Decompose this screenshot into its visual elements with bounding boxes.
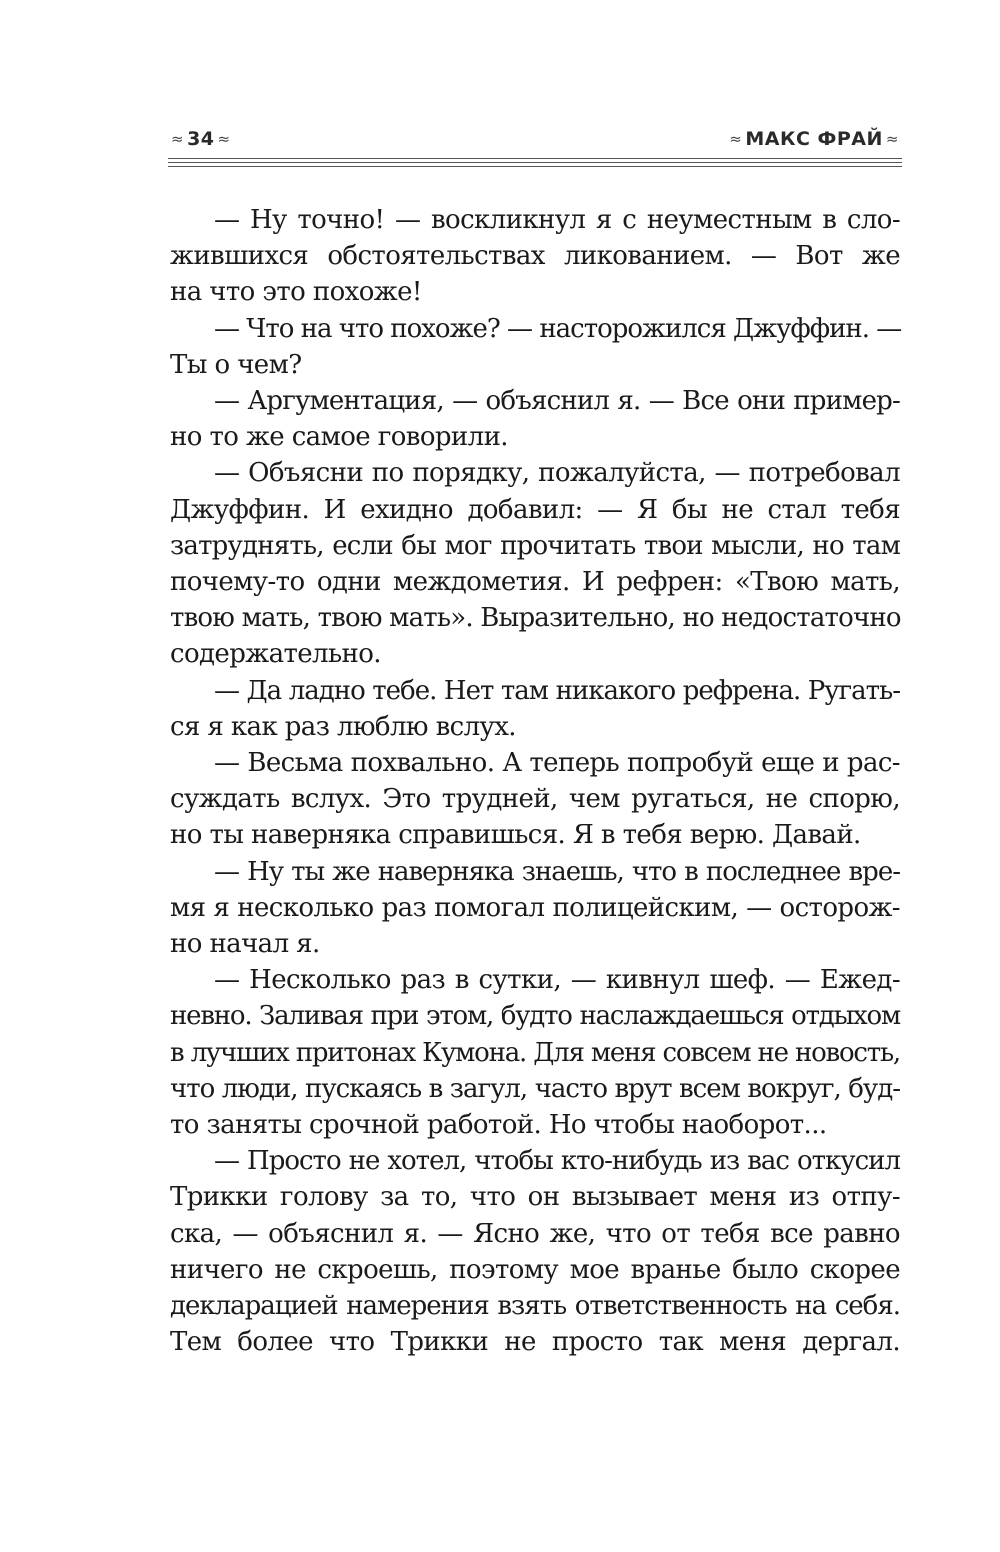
text-line: Тем более что Трикки не просто так меня дергал.	[170, 1327, 900, 1358]
page-number: 34	[187, 128, 215, 150]
body-text	[170, 202, 900, 1361]
text-line: невно. Заливая при этом, будто наслаждаешься отдыхом	[170, 1001, 900, 1032]
text-line: — Несколько раз в сутки, — кивнул шеф. — Ежед-	[214, 965, 900, 996]
text-line: но ты наверняка справишься. Я в тебя верю. Давай.	[170, 820, 861, 851]
text-line: Ты о чем?	[170, 349, 302, 380]
paragraph	[170, 854, 900, 963]
text-line: — Да ладно тебе. Нет там никакого рефрена. Ругать-	[214, 675, 900, 706]
text-line: жившихся обстоятельствах ликованием. — Вот же	[170, 241, 900, 272]
text-line: твою мать, твою мать». Выразительно, но недостаточно	[170, 603, 901, 634]
text-line: Трикки голову за то, что он вызывает меня из отпу-	[170, 1182, 900, 1213]
text-line: — Весьма похвально. А теперь попробуй еще и рас-	[214, 748, 900, 779]
ornament-right-icon: ≈	[885, 130, 899, 148]
ornament-left-icon: ≈	[171, 130, 185, 148]
text-line: — Аргументация, — объяснил я. — Все они пример-	[214, 386, 900, 417]
text-line: — Ну ты же наверняка знаешь, что в последнее вре-	[214, 856, 900, 887]
text-line: мя я несколько раз помогал полицейским, — осторож-	[170, 892, 900, 923]
text-line: содержательно.	[170, 639, 381, 670]
paragraph	[170, 383, 900, 455]
text-line: почему-то одни междометия. И рефрен: «Твою мать,	[170, 567, 900, 598]
text-line: — Ну точно! — воскликнул я с неуместным в сло-	[214, 205, 900, 235]
paragraph	[170, 455, 900, 672]
text-line: декларацией намерения взять ответственность на себя.	[170, 1291, 900, 1322]
text-line: то заняты срочной работой. Но чтобы наоборот...	[170, 1110, 827, 1141]
text-line: в лучших притонах Кумона. Для меня совсем не новость,	[170, 1037, 900, 1068]
text-line: — Что на что похоже? — насторожился Джуффин. —	[214, 313, 902, 344]
running-title-group	[726, 128, 902, 150]
paragraph	[170, 962, 900, 1143]
page-number-group	[168, 128, 234, 150]
paragraph	[170, 745, 900, 854]
ornament-right-icon: ≈	[217, 130, 231, 148]
text-line: Джуффин. И ехидно добавил: — Я бы не стал тебя	[170, 494, 900, 525]
text-line: ска, — объяснил я. — Ясно же, что от тебя все равно	[170, 1218, 900, 1249]
text-line: — Просто не хотел, чтобы кто-нибудь из вас откусил	[214, 1146, 900, 1177]
paragraph	[170, 202, 900, 311]
paragraph	[170, 311, 900, 383]
header-divider	[168, 158, 902, 167]
text-line: суждать вслух. Это трудней, чем ругаться, не спорю,	[170, 784, 900, 815]
text-line: ничего не скроешь, поэтому мое вранье было скорее	[170, 1254, 900, 1285]
paragraph	[170, 673, 900, 745]
text-line: — Объясни по порядку, пожалуйста, — потребовал	[214, 458, 900, 489]
page-header	[168, 128, 902, 152]
running-title: МАКС ФРАЙ	[745, 128, 883, 150]
text-line: ся я как раз люблю вслух.	[170, 711, 516, 742]
text-line: что люди, пускаясь в загул, часто врут всем вокруг, буд-	[170, 1073, 900, 1104]
text-line: затруднять, если бы мог прочитать твои мысли, но там	[170, 530, 900, 561]
text-line: но то же самое говорили.	[170, 422, 508, 453]
ornament-left-icon: ≈	[729, 130, 743, 148]
paragraph	[170, 1143, 900, 1360]
text-line: на что это похоже!	[170, 277, 422, 308]
text-line: но начал я.	[170, 929, 320, 960]
